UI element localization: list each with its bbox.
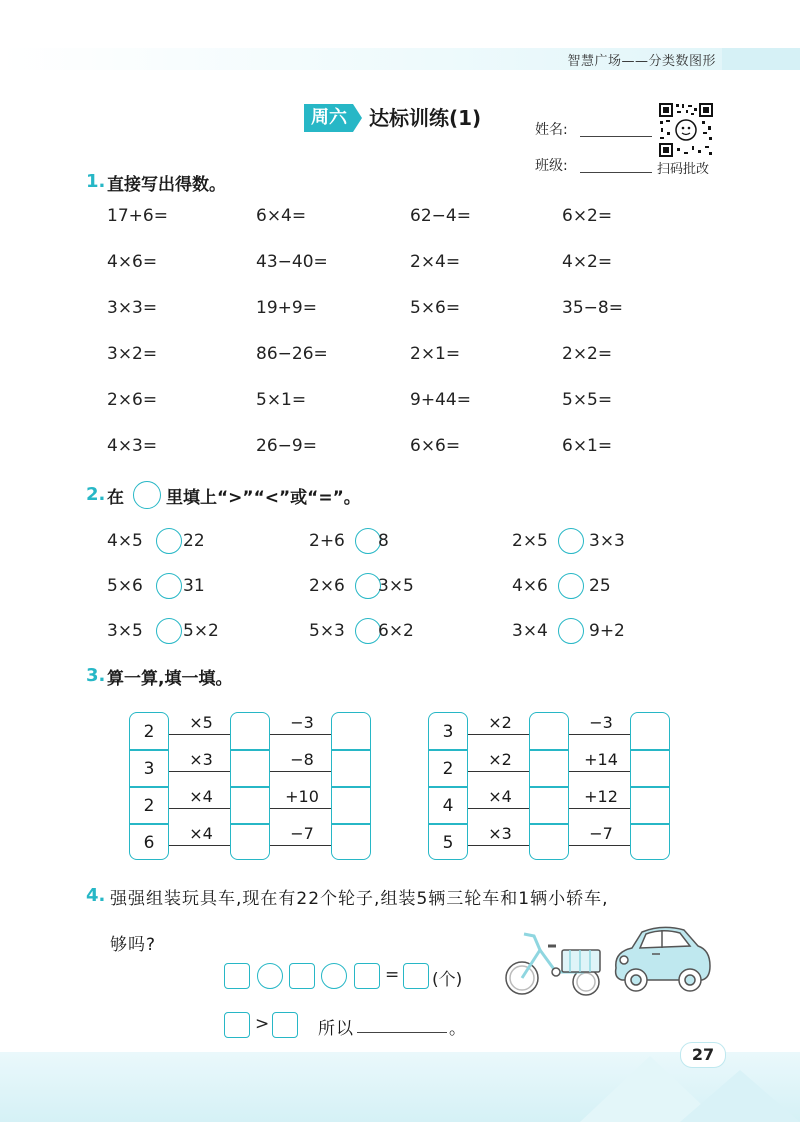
start-number: 4 xyxy=(442,796,454,816)
operation-label: −7 xyxy=(589,824,613,843)
compare-right: 3×5 xyxy=(378,576,414,596)
chain-link xyxy=(569,771,630,772)
q1-expression: 86−26= xyxy=(256,344,328,364)
cell-divider xyxy=(529,749,569,751)
q1-expression: 2×1= xyxy=(410,344,461,364)
q1-expression: 6×1= xyxy=(562,436,613,456)
operation-label: −8 xyxy=(290,750,314,769)
q1-expression: 35−8= xyxy=(562,298,623,318)
cell-divider xyxy=(230,786,270,788)
q1-expression: 43−40= xyxy=(256,252,328,272)
answer-cell[interactable] xyxy=(631,824,669,859)
class-label: 班级: xyxy=(535,158,568,174)
cell-divider xyxy=(630,786,670,788)
answer-box[interactable] xyxy=(272,1012,298,1038)
column-divider xyxy=(129,823,169,825)
so-period: 。 xyxy=(449,1019,467,1039)
start-number: 5 xyxy=(442,833,454,853)
answer-cell[interactable] xyxy=(530,787,568,822)
chain-link xyxy=(169,845,230,846)
q1-expression: 3×2= xyxy=(107,344,158,364)
so-answer-blank[interactable] xyxy=(357,1032,447,1033)
q3-number: 3. xyxy=(86,665,106,686)
operation-label: +10 xyxy=(285,787,319,806)
chain-link xyxy=(468,808,529,809)
operation-label: ×4 xyxy=(189,824,213,843)
cell-divider xyxy=(529,823,569,825)
operation-label: ×4 xyxy=(488,787,512,806)
chain-link xyxy=(270,845,331,846)
chain-link xyxy=(569,808,630,809)
q1-expression: 2×6= xyxy=(107,390,158,410)
q1-prompt: 直接写出得数。 xyxy=(107,175,226,195)
answer-cell[interactable] xyxy=(631,750,669,785)
q3-prompt: 算一算,填一填。 xyxy=(107,669,233,689)
compare-right: 31 xyxy=(183,576,205,596)
compare-right: 6×2 xyxy=(378,621,414,641)
chain-link xyxy=(270,808,331,809)
q1-expression: 6×4= xyxy=(256,206,307,226)
day-tag: 周六 xyxy=(304,104,353,132)
q1-expression: 6×2= xyxy=(562,206,613,226)
cell-divider xyxy=(331,786,371,788)
chain-link xyxy=(468,771,529,772)
answer-box[interactable] xyxy=(224,1012,250,1038)
compare-left: 2×6 xyxy=(309,576,345,596)
column-divider xyxy=(428,786,468,788)
column-divider xyxy=(129,786,169,788)
compare-right: 9+2 xyxy=(589,621,625,641)
chain-link xyxy=(468,734,529,735)
operation-label: +12 xyxy=(584,787,618,806)
answer-cell[interactable] xyxy=(631,787,669,822)
answer-cell[interactable] xyxy=(231,750,269,785)
start-number: 2 xyxy=(442,759,454,779)
cell-divider xyxy=(630,749,670,751)
compare-right: 25 xyxy=(589,576,611,596)
q1-number: 1. xyxy=(86,171,106,192)
compare-right: 22 xyxy=(183,531,205,551)
compare-right: 8 xyxy=(378,531,389,551)
compare-right: 5×2 xyxy=(183,621,219,641)
answer-cell[interactable] xyxy=(530,824,568,859)
start-number: 6 xyxy=(143,833,155,853)
q1-expression: 2×2= xyxy=(562,344,613,364)
cell-divider xyxy=(230,749,270,751)
compare-left: 3×5 xyxy=(107,621,143,641)
cell-divider xyxy=(331,749,371,751)
start-number: 3 xyxy=(143,759,155,779)
answer-cell[interactable] xyxy=(332,824,370,859)
operation-label: ×5 xyxy=(189,713,213,732)
q1-expression: 4×3= xyxy=(107,436,158,456)
qr-caption: 扫码批改 xyxy=(657,162,710,177)
compare-left: 2×5 xyxy=(512,531,548,551)
qr-code-icon[interactable] xyxy=(658,102,714,158)
q1-expression: 9+44= xyxy=(410,390,471,410)
column-divider xyxy=(428,823,468,825)
q1-expression: 5×5= xyxy=(562,390,613,410)
compare-left: 3×4 xyxy=(512,621,548,641)
class-blank[interactable] xyxy=(580,172,652,173)
answer-cell[interactable] xyxy=(530,750,568,785)
q2-number: 2. xyxy=(86,484,106,505)
q4-text-line2: 够吗? xyxy=(110,935,157,955)
so-label: 所以 xyxy=(318,1019,354,1039)
name-blank[interactable] xyxy=(580,136,652,137)
operation-label: ×4 xyxy=(189,787,213,806)
answer-cell[interactable] xyxy=(332,713,370,748)
answer-cell[interactable] xyxy=(332,750,370,785)
q2-prompt-before: 在 xyxy=(107,488,124,508)
prompt-circle-icon xyxy=(133,481,161,509)
cell-divider xyxy=(331,823,371,825)
chain-link xyxy=(270,771,331,772)
cell-divider xyxy=(230,823,270,825)
chain-link xyxy=(169,808,230,809)
start-number: 2 xyxy=(143,796,155,816)
unit-label: (个) xyxy=(432,970,463,990)
compare-circle[interactable] xyxy=(558,528,584,554)
greater-sign: > xyxy=(255,1014,270,1034)
q1-expression: 17+6= xyxy=(107,206,168,226)
answer-cell[interactable] xyxy=(231,787,269,822)
compare-left: 5×3 xyxy=(309,621,345,641)
answer-cell[interactable] xyxy=(231,713,269,748)
chain-link xyxy=(169,734,230,735)
page-number: 27 xyxy=(680,1042,726,1068)
operation-label: −3 xyxy=(589,713,613,732)
q2-prompt-after: 里填上“>”“<”或“=”。 xyxy=(166,488,361,508)
section-title: 智慧广场——分类数图形 xyxy=(567,54,716,69)
answer-box[interactable] xyxy=(289,963,315,989)
q4-text-line1: 强强组装玩具车,现在有22个轮子,组装5辆三轮车和1辆小轿车, xyxy=(110,889,609,909)
operation-label: −3 xyxy=(290,713,314,732)
answer-cell[interactable] xyxy=(332,787,370,822)
cell-divider xyxy=(529,786,569,788)
chain-link xyxy=(169,771,230,772)
compare-left: 2+6 xyxy=(309,531,345,551)
compare-circle[interactable] xyxy=(558,573,584,599)
chain-link xyxy=(468,845,529,846)
compare-left: 4×5 xyxy=(107,531,143,551)
start-number: 2 xyxy=(143,722,155,742)
q1-expression: 62−4= xyxy=(410,206,471,226)
q1-expression: 4×2= xyxy=(562,252,613,272)
operation-label: −7 xyxy=(290,824,314,843)
name-label: 姓名: xyxy=(535,122,568,138)
q1-expression: 19+9= xyxy=(256,298,317,318)
operation-label: +14 xyxy=(584,750,618,769)
chain-link xyxy=(270,734,331,735)
answer-box[interactable] xyxy=(403,963,429,989)
answer-cell[interactable] xyxy=(231,824,269,859)
operator-circle[interactable] xyxy=(321,963,347,989)
compare-circle[interactable] xyxy=(156,573,182,599)
tricycle-icon xyxy=(504,928,604,1000)
compare-circle[interactable] xyxy=(156,528,182,554)
answer-box[interactable] xyxy=(224,963,250,989)
answer-box[interactable] xyxy=(354,963,380,989)
column-divider xyxy=(428,749,468,751)
header-accent-block xyxy=(722,48,800,70)
q1-expression: 6×6= xyxy=(410,436,461,456)
car-icon xyxy=(610,924,714,996)
chain-link xyxy=(569,734,630,735)
start-number: 3 xyxy=(442,722,454,742)
answer-cell[interactable] xyxy=(530,713,568,748)
operation-label: ×2 xyxy=(488,750,512,769)
q1-expression: 5×1= xyxy=(256,390,307,410)
answer-cell[interactable] xyxy=(631,713,669,748)
column-divider xyxy=(129,749,169,751)
compare-circle[interactable] xyxy=(558,618,584,644)
q1-expression: 2×4= xyxy=(410,252,461,272)
equals-sign: = xyxy=(385,965,400,985)
q1-expression: 3×3= xyxy=(107,298,158,318)
compare-left: 4×6 xyxy=(512,576,548,596)
operation-label: ×3 xyxy=(189,750,213,769)
operator-circle[interactable] xyxy=(257,963,283,989)
q1-expression: 5×6= xyxy=(410,298,461,318)
q1-expression: 26−9= xyxy=(256,436,317,456)
compare-left: 5×6 xyxy=(107,576,143,596)
chain-link xyxy=(569,845,630,846)
cell-divider xyxy=(630,823,670,825)
operation-label: ×2 xyxy=(488,713,512,732)
page-title: 达标训练(1) xyxy=(369,106,482,130)
q1-expression: 4×6= xyxy=(107,252,158,272)
operation-label: ×3 xyxy=(488,824,512,843)
compare-circle[interactable] xyxy=(156,618,182,644)
compare-right: 3×3 xyxy=(589,531,625,551)
q4-number: 4. xyxy=(86,885,106,906)
